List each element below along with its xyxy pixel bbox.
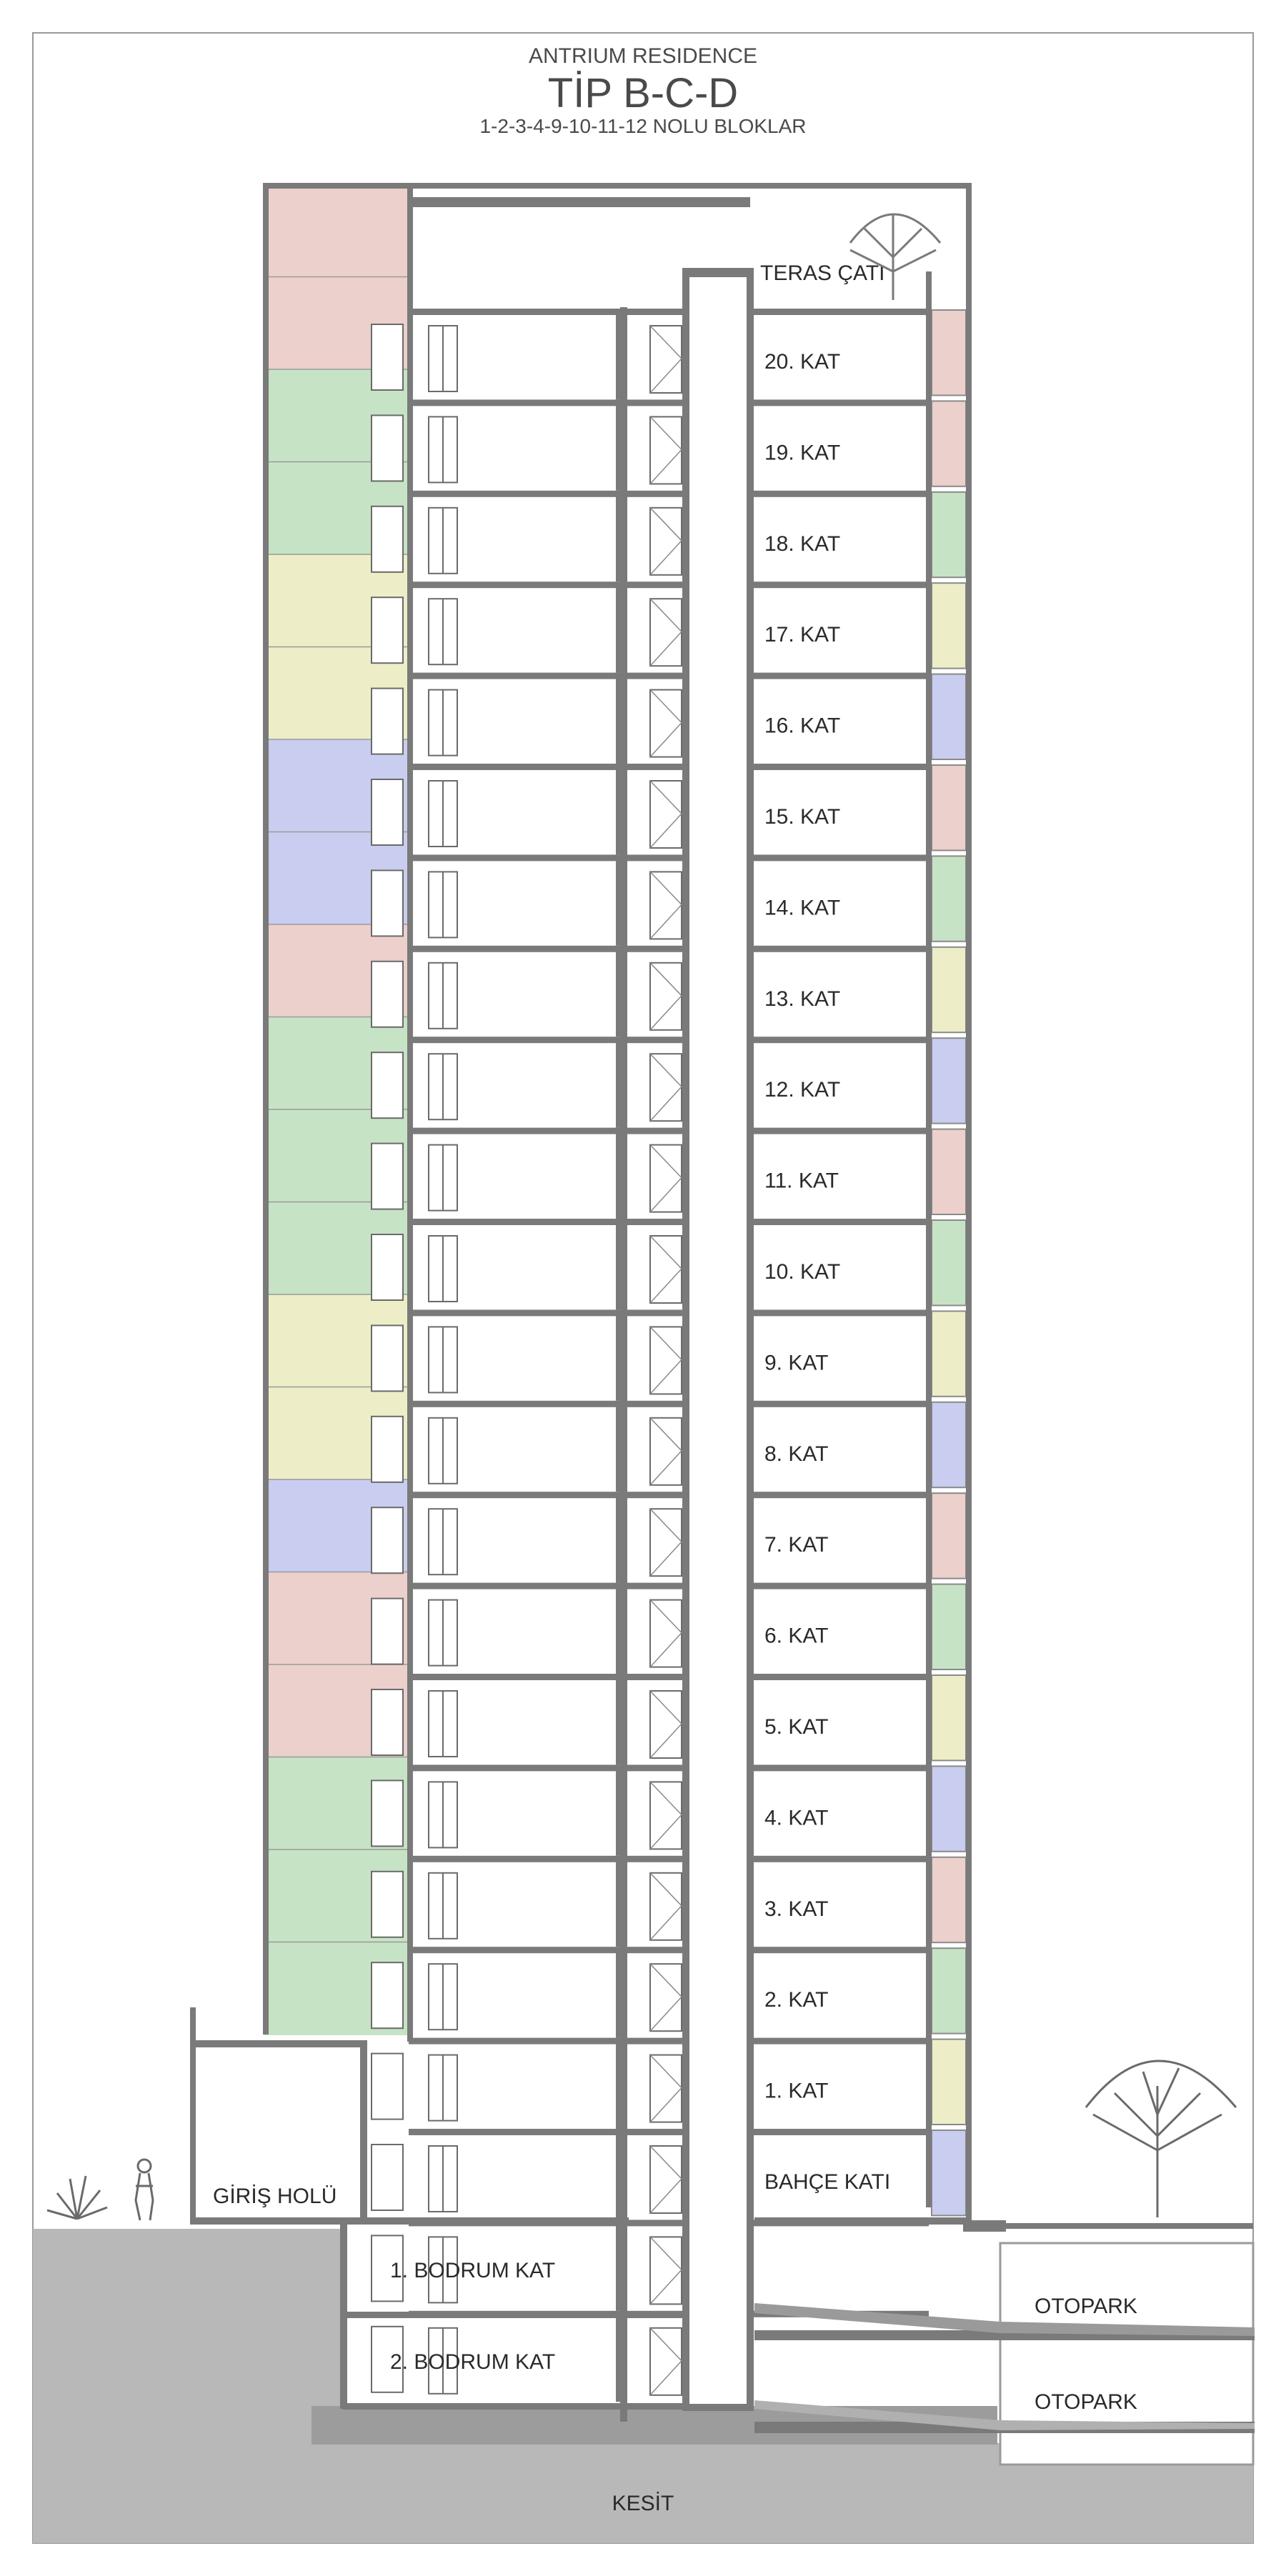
left-balcony-wall bbox=[407, 184, 413, 2042]
floor-label: 1. KAT bbox=[764, 2079, 829, 2103]
partition bbox=[616, 1134, 620, 1219]
floor-slab-right bbox=[750, 581, 929, 588]
type-title: TİP B-C-D bbox=[547, 70, 739, 116]
core-door bbox=[650, 1964, 682, 2031]
floor-slab-left bbox=[409, 1856, 687, 1862]
partition bbox=[616, 405, 620, 490]
floor-slab-right bbox=[750, 1583, 929, 1589]
floor-slab-left bbox=[409, 399, 687, 406]
partition bbox=[616, 587, 620, 672]
core-door bbox=[650, 1691, 682, 1758]
core-door bbox=[650, 963, 682, 1030]
partition bbox=[616, 952, 620, 1037]
floor-label: 2. KAT bbox=[764, 1988, 829, 2012]
floor-slab-left bbox=[409, 673, 687, 679]
right-outer-wall bbox=[966, 184, 972, 2220]
parking-edge bbox=[963, 2220, 1006, 2232]
entrance-side-wall bbox=[360, 2040, 367, 2219]
balcony-door bbox=[372, 689, 403, 754]
balcony-door bbox=[372, 1144, 403, 1209]
core-door bbox=[650, 2328, 682, 2395]
floor-label: 13. KAT bbox=[764, 987, 841, 1011]
floor-slab-right bbox=[750, 673, 929, 679]
right-facade-panel bbox=[932, 2130, 966, 2215]
partition bbox=[616, 1862, 620, 1947]
right-facade-panel bbox=[932, 765, 966, 850]
floor-label: 6. KAT bbox=[764, 1624, 829, 1648]
floor-slab-left bbox=[409, 1037, 687, 1043]
floor-slab-left bbox=[409, 1401, 687, 1407]
floor-slab-right bbox=[750, 1128, 929, 1134]
floor-label: 15. KAT bbox=[764, 805, 841, 829]
balcony-door bbox=[372, 1872, 403, 1937]
floor-slab-left bbox=[409, 1764, 687, 1771]
core-door bbox=[650, 1600, 682, 1667]
right-facade-panel bbox=[932, 1857, 966, 1942]
ground-left bbox=[33, 2229, 343, 2543]
balcony-door bbox=[372, 1599, 403, 1664]
balcony-door bbox=[372, 962, 403, 1027]
floor-slab-right bbox=[750, 1401, 929, 1407]
core-door bbox=[650, 2146, 682, 2213]
partition bbox=[616, 2317, 620, 2402]
core-door bbox=[650, 1054, 682, 1121]
floor-label: 12. KAT bbox=[764, 1078, 841, 1102]
floor-slab-right bbox=[750, 1764, 929, 1771]
floor-slab-right bbox=[750, 1674, 929, 1680]
floor-slab-right bbox=[750, 1856, 929, 1862]
right-facade-panel bbox=[932, 1038, 966, 1123]
blocks-subtitle: 1-2-3-4-9-10-11-12 NOLU BLOKLAR bbox=[479, 115, 807, 137]
floor-slab-right bbox=[750, 2129, 929, 2135]
floor-slab-left bbox=[409, 946, 687, 952]
floor-slab-left bbox=[409, 1492, 687, 1498]
partition bbox=[616, 1952, 620, 2037]
balcony-door bbox=[372, 1417, 403, 1482]
entrance-label: GİRİŞ HOLÜ bbox=[213, 2185, 337, 2208]
partition bbox=[616, 2135, 620, 2220]
floor-slab-left bbox=[409, 1309, 687, 1316]
floor-slab-left bbox=[409, 2038, 687, 2045]
partition bbox=[616, 1497, 620, 1582]
floor-label: 18. KAT bbox=[764, 531, 841, 556]
floor-label: 11. KAT bbox=[764, 1169, 839, 1193]
parking-upper-label: OTOPARK bbox=[1035, 2295, 1137, 2318]
core-door bbox=[650, 326, 682, 393]
partition bbox=[616, 314, 620, 399]
floor-slab-left bbox=[409, 1583, 687, 1589]
balcony-door bbox=[372, 1689, 403, 1755]
floor-slab-right bbox=[750, 1219, 929, 1225]
floor-slab-right bbox=[750, 1947, 929, 1953]
balcony-door bbox=[372, 1325, 403, 1391]
balcony-door bbox=[372, 2054, 403, 2120]
section-title: KESİT bbox=[612, 2492, 674, 2515]
floor-slab-right bbox=[750, 946, 929, 952]
floor-slab-right bbox=[750, 309, 929, 315]
core-door bbox=[650, 1873, 682, 1940]
balcony-door bbox=[372, 1234, 403, 1300]
floor-slab-left bbox=[409, 854, 687, 861]
floor-slab-left bbox=[409, 1674, 687, 1680]
core-door bbox=[650, 1145, 682, 1212]
balcony-door bbox=[372, 2145, 403, 2210]
balcony-door bbox=[372, 415, 403, 481]
floor-slab-right bbox=[750, 2038, 929, 2045]
core-door bbox=[650, 872, 682, 939]
floor-label: 4. KAT bbox=[764, 1806, 829, 1830]
partition bbox=[616, 2225, 620, 2310]
partition bbox=[616, 1224, 620, 1309]
floor-slab-left bbox=[409, 309, 687, 315]
core-door bbox=[650, 781, 682, 848]
project-name: ANTRIUM RESIDENCE bbox=[528, 44, 758, 68]
elevator-core bbox=[686, 271, 750, 2407]
balcony-door bbox=[372, 1780, 403, 1846]
right-facade bbox=[932, 310, 966, 2215]
roof-label: TERAS ÇATI bbox=[760, 261, 885, 285]
core-door bbox=[650, 1236, 682, 1303]
partition bbox=[616, 679, 620, 764]
right-facade-panel bbox=[932, 1766, 966, 1851]
core-door bbox=[650, 1418, 682, 1485]
floor-slab-right bbox=[750, 1309, 929, 1316]
basement-1-label: 1. BODRUM KAT bbox=[390, 2259, 556, 2282]
right-facade-panel bbox=[932, 492, 966, 577]
right-facade-panel bbox=[932, 1675, 966, 1760]
partition bbox=[616, 1042, 620, 1127]
core-top bbox=[684, 269, 752, 277]
floor-label: 10. KAT bbox=[764, 1260, 841, 1284]
partition bbox=[616, 769, 620, 854]
floor-slab-left bbox=[409, 581, 687, 588]
floor-slab-left bbox=[409, 2129, 687, 2135]
right-facade-panel bbox=[932, 1493, 966, 1578]
floor-slab-left bbox=[409, 1219, 687, 1225]
partition bbox=[616, 860, 620, 945]
sheet-frame bbox=[33, 33, 1253, 2543]
floor-label: 17. KAT bbox=[764, 623, 841, 647]
parking-lower-label: OTOPARK bbox=[1035, 2390, 1137, 2414]
upper-ground-line bbox=[1006, 2223, 1253, 2229]
core-door bbox=[650, 508, 682, 575]
right-facade-panel bbox=[932, 1402, 966, 1487]
entrance-canopy-wall bbox=[190, 2007, 196, 2222]
right-facade-panel bbox=[932, 310, 966, 395]
partition bbox=[616, 1589, 620, 1674]
partition bbox=[616, 2044, 620, 2129]
floor-label: 19. KAT bbox=[764, 441, 841, 465]
right-facade-panel bbox=[932, 674, 966, 759]
right-facade-panel bbox=[932, 856, 966, 941]
floor-label: 5. KAT bbox=[764, 1715, 829, 1739]
core-door bbox=[650, 2055, 682, 2122]
partition bbox=[616, 1315, 620, 1400]
partition bbox=[616, 1770, 620, 1855]
floor-slab-right bbox=[750, 1037, 929, 1043]
top-parapet bbox=[263, 183, 972, 189]
partition bbox=[616, 1407, 620, 1492]
right-facade-panel bbox=[932, 1584, 966, 1669]
floor-label: 3. KAT bbox=[764, 1897, 829, 1921]
floor-slab-left bbox=[409, 2220, 687, 2226]
balcony-door bbox=[372, 1962, 403, 2028]
balcony-door bbox=[372, 1052, 403, 1118]
entrance-roof bbox=[190, 2040, 363, 2047]
core-door bbox=[650, 599, 682, 666]
core-door bbox=[650, 1509, 682, 1576]
right-facade-panel bbox=[932, 1948, 966, 2033]
basement-slab bbox=[343, 2403, 686, 2410]
floor-slab-left bbox=[409, 764, 687, 770]
floor-label: 8. KAT bbox=[764, 1442, 829, 1466]
balcony-door bbox=[372, 779, 403, 845]
floor-slab-left bbox=[409, 491, 687, 497]
right-facade-panel bbox=[932, 583, 966, 668]
floor-slab-right bbox=[750, 764, 929, 770]
floor-label: 14. KAT bbox=[764, 896, 841, 920]
right-facade-panel bbox=[932, 1129, 966, 1214]
core-door bbox=[650, 1327, 682, 1394]
right-apt-wall bbox=[926, 271, 932, 2207]
partition bbox=[616, 1679, 620, 1764]
core-door bbox=[650, 416, 682, 484]
floor-label: 16. KAT bbox=[764, 714, 841, 738]
balcony-door bbox=[372, 324, 403, 390]
core-door bbox=[650, 1782, 682, 1849]
roof-slab bbox=[407, 197, 750, 207]
floor-slab-right bbox=[750, 2220, 929, 2226]
right-facade-panel bbox=[932, 401, 966, 486]
right-facade-panel bbox=[932, 1311, 966, 1396]
balcony-door bbox=[372, 870, 403, 936]
floor-label: 9. KAT bbox=[764, 1351, 829, 1375]
mid-wall bbox=[620, 307, 627, 2422]
balcony-door bbox=[372, 506, 403, 572]
partition bbox=[616, 496, 620, 581]
left-facade-panel bbox=[264, 184, 409, 278]
floor-slab-left bbox=[409, 1947, 687, 1953]
floor-label: 7. KAT bbox=[764, 1533, 829, 1557]
floor-label: 20. KAT bbox=[764, 350, 841, 374]
garden-floor-label: BAHÇE KATI bbox=[764, 2170, 891, 2194]
basement-slab bbox=[343, 2312, 686, 2318]
right-facade-panel bbox=[932, 947, 966, 1032]
floor-slab-right bbox=[750, 491, 929, 497]
floor-slab-right bbox=[750, 1492, 929, 1498]
floor-slab-left bbox=[409, 1128, 687, 1134]
right-facade-panel bbox=[932, 1220, 966, 1305]
basement-2-label: 2. BODRUM KAT bbox=[390, 2350, 556, 2374]
balcony-door bbox=[372, 1507, 403, 1573]
left-outer-wall bbox=[263, 184, 269, 2035]
core-door bbox=[650, 690, 682, 757]
floor-slab-right bbox=[750, 399, 929, 406]
right-facade-panel bbox=[932, 2040, 966, 2125]
core-door bbox=[650, 2237, 682, 2304]
floor-slab-right bbox=[750, 854, 929, 861]
balcony-door bbox=[372, 597, 403, 663]
